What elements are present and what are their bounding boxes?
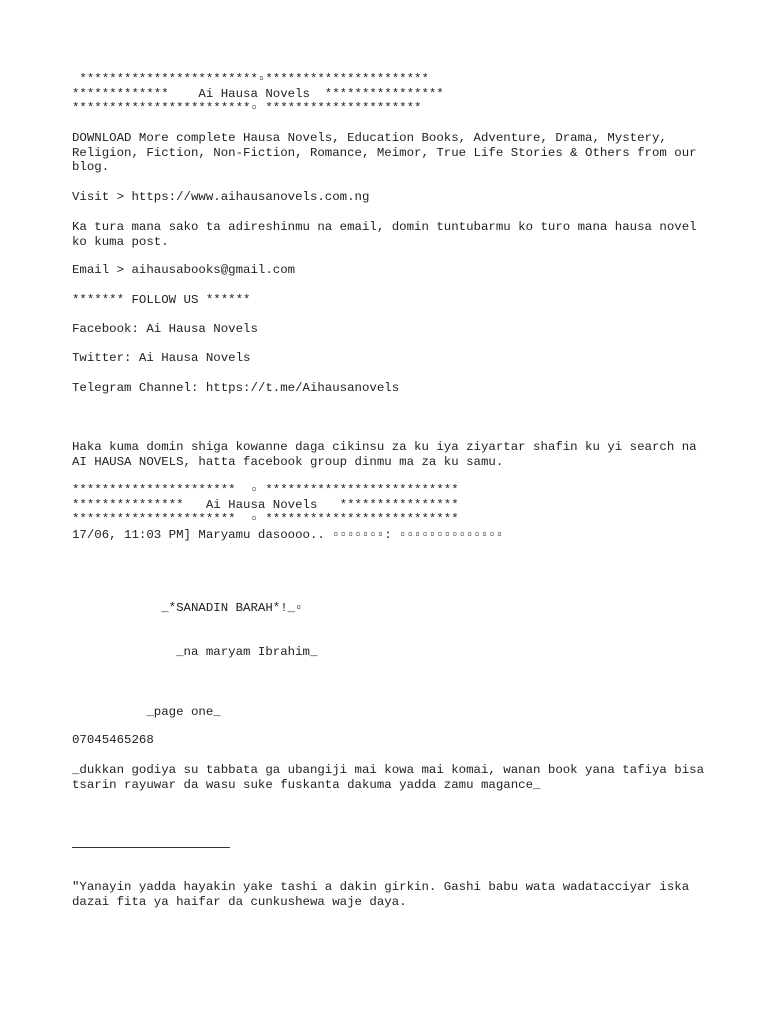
banner-bottom-line-2: *************** Ai Hausa Novels **************** (72, 498, 459, 512)
facebook-line: Facebook: Ai Hausa Novels (72, 322, 258, 336)
email-line: Email > aihausabooks@gmail.com (72, 263, 296, 277)
banner-bottom-line-3: ********************** ▫ ************************** (72, 512, 459, 526)
story-summary: _dukkan godiya su tabbata ga ubangiji mai kowa mai komai, wanan book yana tafiya bisa tsarin rayuwar da wasu suke fuskanta dakuma yadda zamu magance_ (72, 763, 712, 792)
page-heading: _page one_ (72, 705, 221, 719)
banner-bottom-line-1: ********************** ▫ ************************** (72, 483, 459, 497)
story-author: _na maryam Ibrahim_ (72, 645, 318, 659)
notice-paragraph: Ka tura mana sako ta adireshinmu na email, domin tuntubarmu ko turo mana hausa novel ko kuma post. (72, 220, 705, 249)
intro-paragraph: DOWNLOAD More complete Hausa Novels, Education Books, Adventure, Drama, Mystery, Religion, Fiction, Non-Fiction, Romance, Meimor, True Life Stories & Others from our blog. (72, 131, 705, 175)
banner-top-line-2: ************* Ai Hausa Novels **************** (72, 87, 444, 101)
follow-us-heading: ******* FOLLOW US ****** (72, 293, 251, 307)
banner-top-line-1: ************************▫********************** (72, 72, 429, 86)
phone-number: 07045465268 (72, 733, 154, 747)
chat-timestamp-line: 17/06, 11:03 PM] Maryamu dasoooo.. ▫▫▫▫▫▫▫: ▫▫▫▫▫▫▫▫▫▫▫▫▫▫ (72, 528, 504, 542)
search-note-paragraph: Haka kuma domin shiga kowanne daga cikinsu za ku iya ziyartar shafin ku yi search na AI HAUSA NOVELS, hatta facebook group dinmu ma za ku samu. (72, 440, 705, 469)
section-divider (72, 847, 230, 848)
story-title: _*SANADIN BARAH*!_▫ (72, 601, 303, 615)
story-opening-paragraph: "Yanayin yadda hayakin yake tashi a dakin girkin. Gashi babu wata wadatacciyar iska dazai fita ya haifar da cunkushewa waje daya. (72, 880, 697, 909)
banner-top-line-3: ************************▫ ********************* (72, 101, 422, 115)
telegram-line: Telegram Channel: https://t.me/Aihausanovels (72, 381, 400, 395)
twitter-line: Twitter: Ai Hausa Novels (72, 351, 251, 365)
visit-line: Visit > https://www.aihausanovels.com.ng (72, 190, 370, 204)
